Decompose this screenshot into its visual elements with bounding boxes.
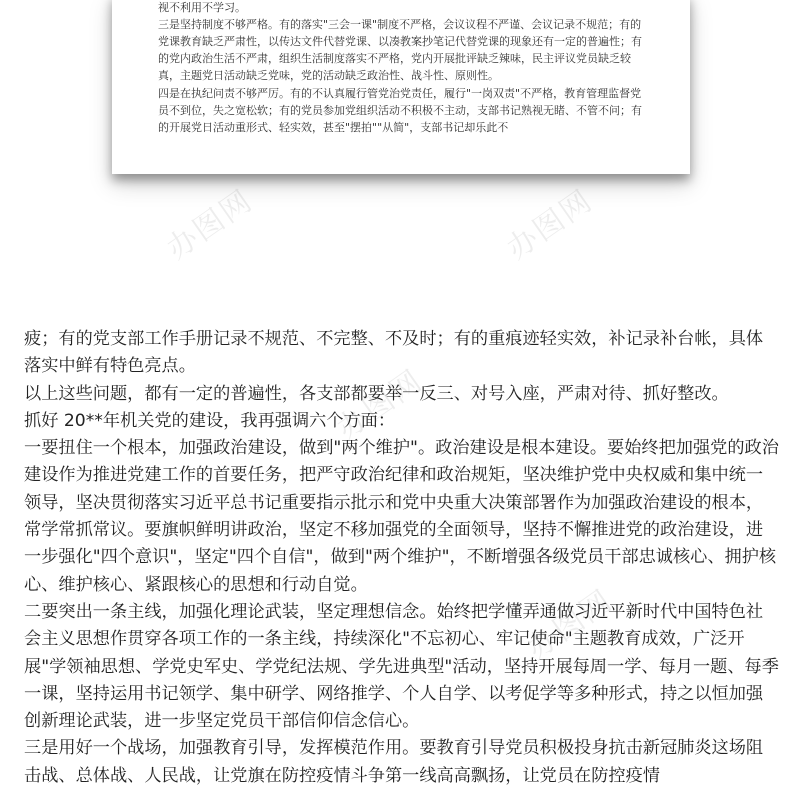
- watermark: 办图网: [520, 583, 620, 667]
- watermark: 办图网: [330, 363, 430, 447]
- body-paragraph: 一要扭住一个根本，加强政治建设，做到"两个维护"。政治建设是根本建设。要始终把加强党的政治建设作为推进党建工作的首要任务，把严守政治纪律和政治规矩，坚决维护党中央权威和集中统一领导，坚决贯彻落实习近平总书记重要指示批示和党中央重大决策部署作为加强政治建设的根本，常学常抓常议。要旗帜鲜明讲政治，坚定不移加强党的全面领导，坚持不懈推进党的政治建设，进一步强化"四个意识"，坚定"四个自信"，做到"两个维护"，不断增强各级党员干部忠诚核心、拥护核心、维护核心、紧跟核心的思想和行动自觉。: [24, 438, 779, 595]
- preview-paragraph: 四是在执纪问责不够严厉。有的不认真履行管党治党责任，履行"一岗双责"不严格，教育管理监督党员不到位，失之宽松软；有的党员参加党组织活动不积极不主动，支部书记熟视无睹、不管不问；有的开展党日活动重形式、轻实效，甚至"摆拍""从简"，支部书记却乐此不: [158, 86, 642, 134]
- document-body: [24, 326, 780, 790]
- body-paragraph: 三是用好一个战场，加强教育引导，发挥模范作用。要教育引导党员积极投身抗击新冠肺炎这场阻击战、总体战、人民战，让党旗在防控疫情斗争第一线高高飘扬，让党员在防控疫情: [24, 738, 764, 786]
- body-paragraph: 抓好 20**年机关党的建设，我再强调六个方面：: [24, 410, 396, 431]
- preview-text: [158, 0, 648, 136]
- preview-paragraph: 三是坚持制度不够严格。有的落实"三会一课"制度不严格，会议议程不严谨、会议记录不规范；有的党课教育缺乏严肃性，以传达文件代替党课、以凑教案抄笔记代替党课的现象还有一定的普遍性；有的党内政治生活不严肃，组织生活制度落实不严格，党内开展批评缺乏辣味，民主评议党员缺乏较真，主题党日活动缺乏党味，党的活动缺乏政治性、战斗性、原则性。: [158, 18, 642, 83]
- body-paragraph: 疲；有的党支部工作手册记录不规范、不完整、不及时；有的重痕迹轻实效，补记录补台帐，具体落实中鲜有特色亮点。: [24, 329, 764, 377]
- body-paragraph: 以上这些问题，都有一定的普遍性，各支部都要举一反三、对号入座，严肃对待、抓好整改。: [24, 383, 729, 404]
- body-paragraph: 二要突出一条主线，加强化理论武装，坚定理想信念。始终把学懂弄通做习近平新时代中国特色社会主义思想作贯穿各项工作的一条主线，持续深化"不忘初心、牢记使命"主题教育成效，广泛开展"学领袖思想、学党史军史、学党纪法规、学先进典型"活动，坚持开展每周一学、每月一题、每季一课，坚持运用书记领学、集中研学、网络推学、个人自学、以考促学等多种形式，持之以恒加强创新理论武装，进一步坚定党员干部信仰信念信心。: [24, 601, 779, 732]
- document-preview-card: [112, 0, 690, 174]
- watermark: 办图网: [160, 183, 260, 267]
- preview-paragraph: 视不利用不学习。: [158, 1, 246, 15]
- watermark: 办图网: [500, 183, 600, 267]
